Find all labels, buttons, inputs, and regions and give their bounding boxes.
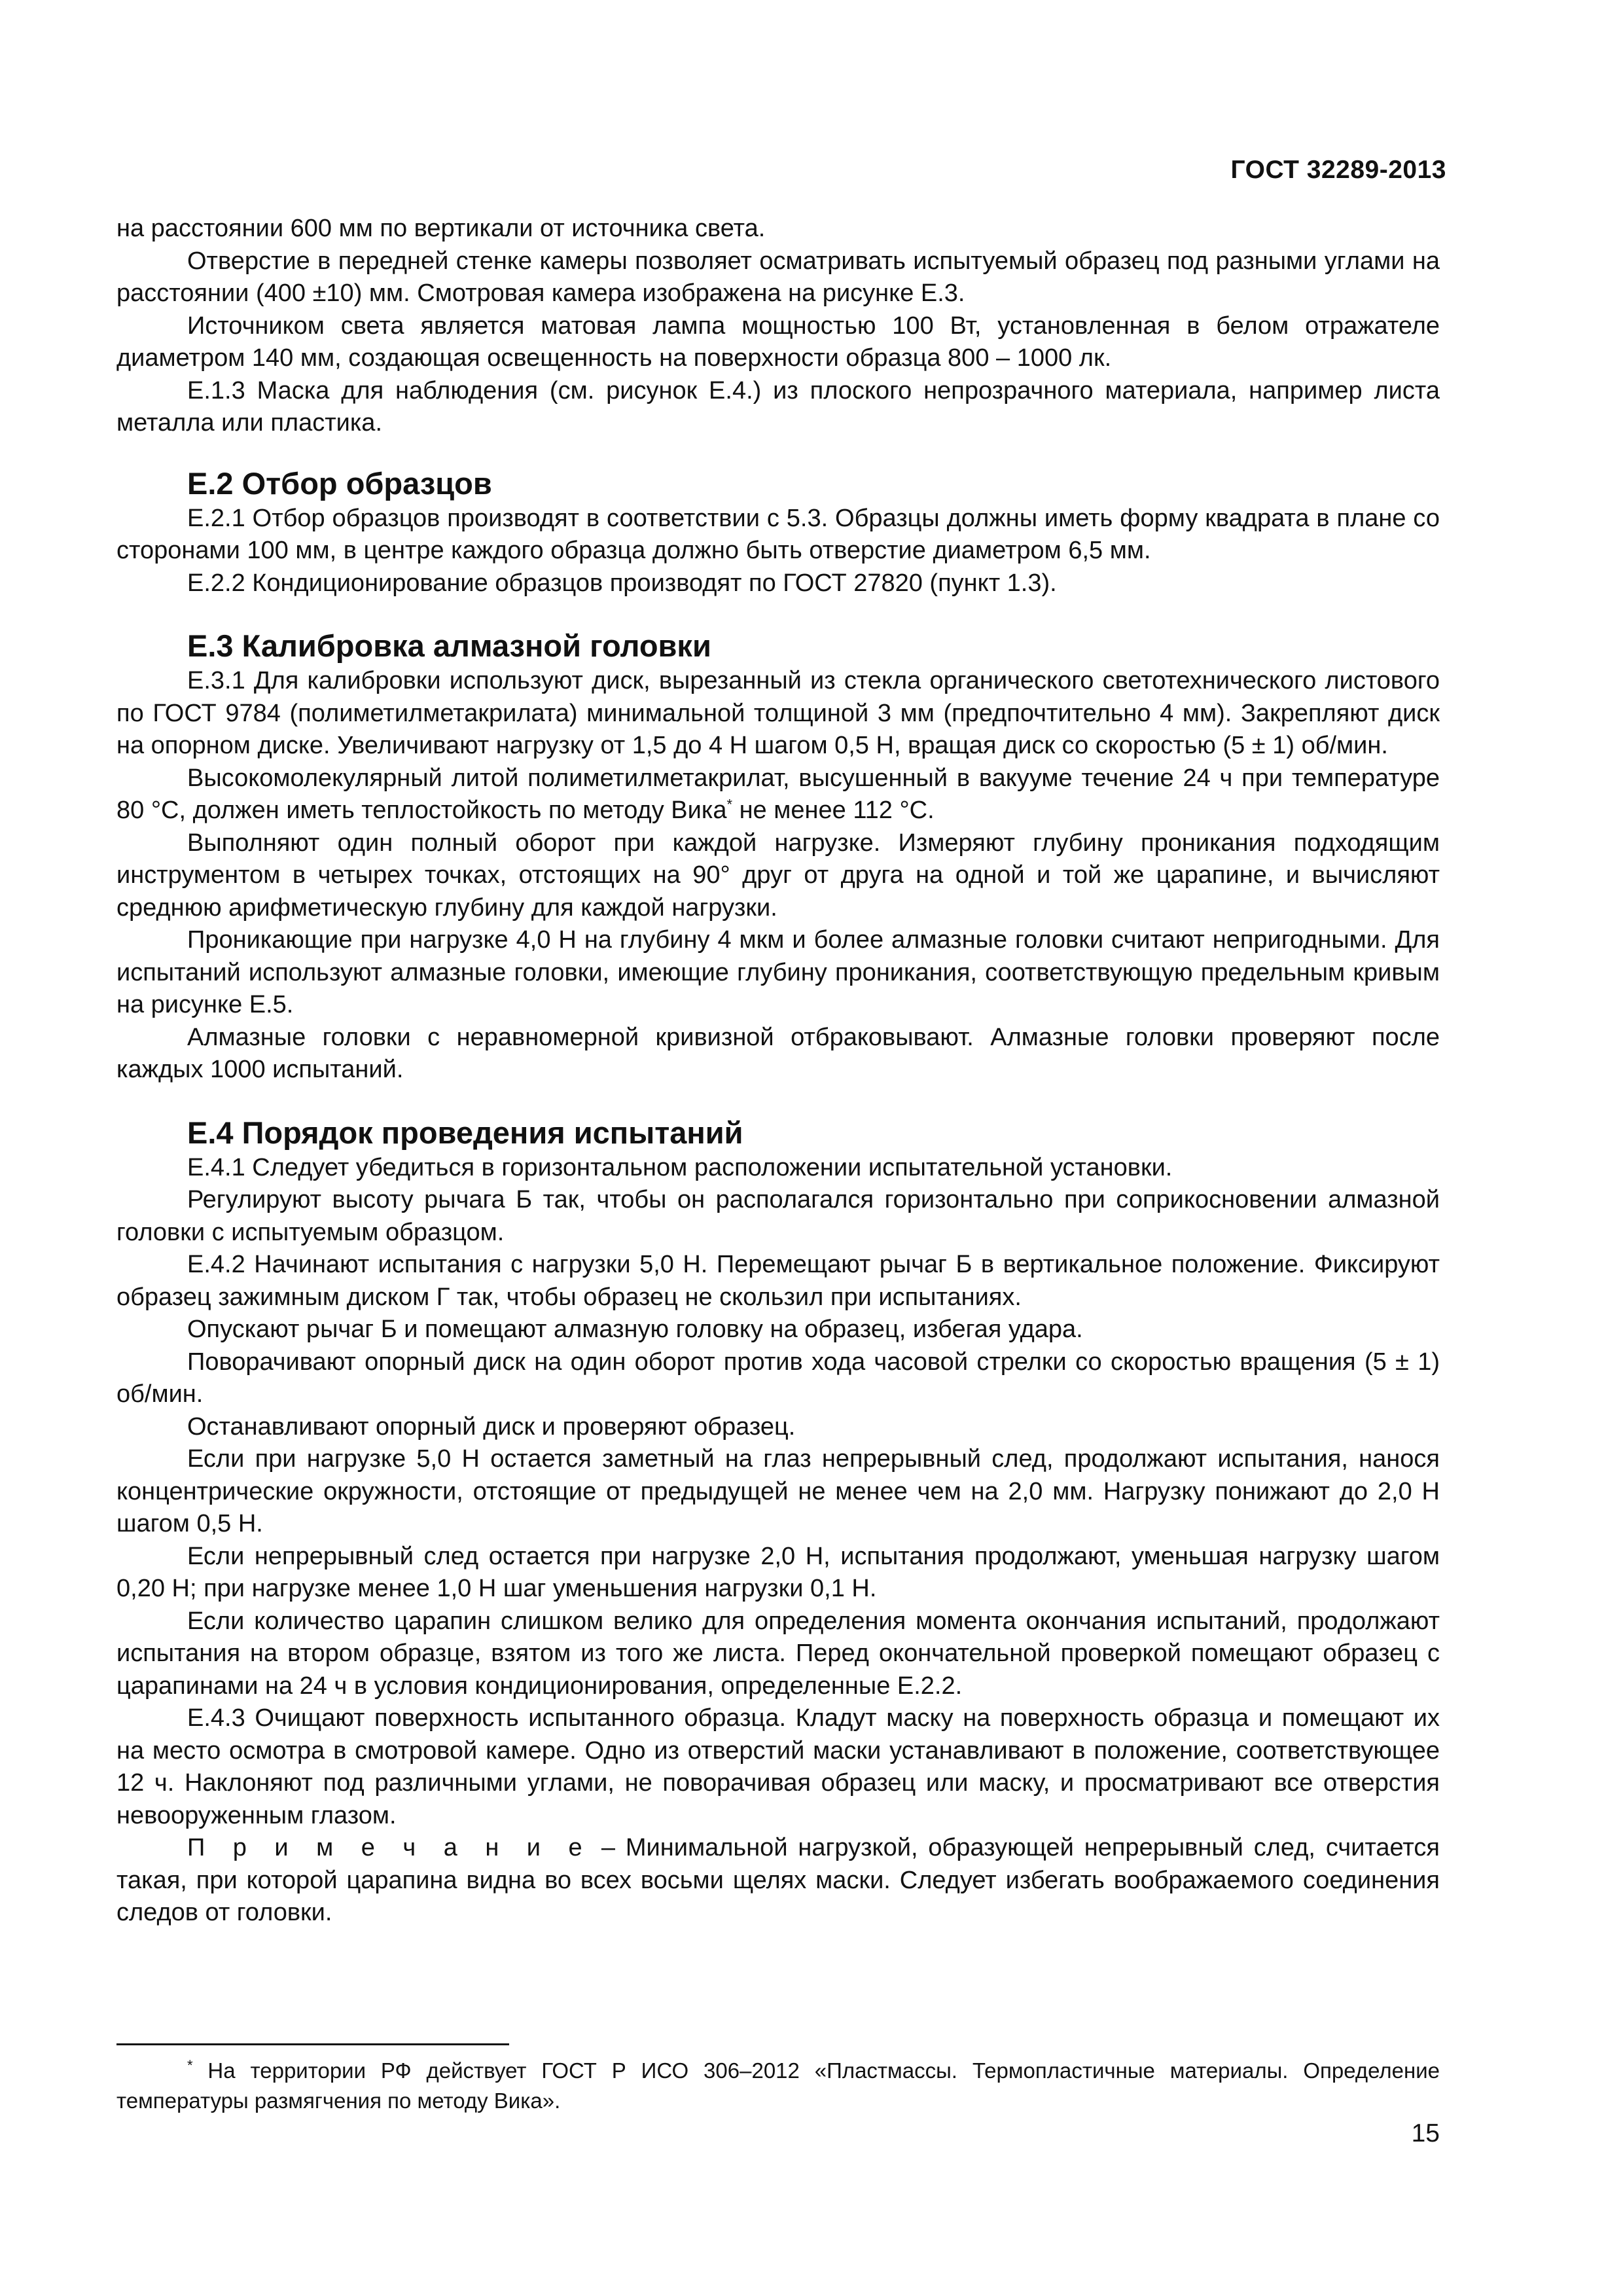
paragraph: Останавливают опорный диск и проверяют образец. [187,1412,796,1441]
footnote-separator [116,2043,509,2045]
paragraph: Алмазные головки с неравномерной кривизной отбраковывают. Алмазные головки проверяют после каждых 1000 испытаний. [116,1023,1440,1083]
footnote-reference: * [726,796,733,813]
paragraph-with-footnote-ref [116,762,1440,827]
paragraph: на расстоянии 600 мм по вертикали от источника света. [116,215,766,242]
footnote [116,2056,1440,2116]
section-heading-e3: Е.3 Калибровка алмазной головки [187,628,711,663]
paragraph: Если при нагрузке 5,0 Н остается заметный на глаз непрерывный след, продолжают испытания, нанося концентрические окружности, отстоящие от предыдущей не менее чем на 2,0 мм. Нагрузку понижают до 2,0 Н шагом 0,5 Н. [116,1445,1440,1537]
paragraph: Источником света является матовая лампа мощностью 100 Вт, установленная в белом отражателе диаметром 140 мм, создающая освещенность на поверхности образца 800 – 1000 лк. [116,312,1440,372]
section-heading-e4: Е.4 Порядок проведения испытаний [187,1115,743,1150]
paragraph: Е.4.3 Очищают поверхность испытанного образца. Кладут маску на поверхность образца и помещают их на место осмотра в смотровой камере. Одно из отверстий маски устанавливают в положение, соответствующее 12 ч. Наклоняют под различными углами, не поворачивая образец или маску, и просматривают все отверстия невооруженным глазом. [116,1704,1440,1829]
paragraph: Е.4.2 Начинают испытания с нагрузки 5,0 Н. Перемещают рычаг Б в вертикальное положение. Фиксируют образец зажимным диском Г так, чтобы образец не скользил при испытаниях. [116,1251,1440,1311]
page-number: 15 [1411,2119,1440,2147]
note-text: – Минимальной нагрузкой, образующей непрерывный след, считается такая, при которой царапина видна во всех восьми щелях маски. Следует избегать воображаемого соединения следов от головки. [116,1834,1440,1926]
paragraph-text: не менее 112 °С. [732,797,935,824]
paragraph: Отверстие в передней стенке камеры позволяет осматривать испытуемый образец под разными углами на расстоянии (400 ±10) мм. Смотровая камера изображена на рисунке Е.3. [116,247,1440,307]
paragraph: Е.4.1 Следует убедиться в горизонтальном расположении испытательной установки. [187,1153,1173,1181]
footnote-body: На территории РФ действует ГОСТ Р ИСО 306–2012 «Пластмассы. Термопластичные материалы. Определение температуры размягчения по методу Вика». [116,2058,1440,2113]
page-body [116,213,1440,1929]
paragraph: Е.3.1 Для калибровки используют диск, вырезанный из стекла органического светотехнического листового по ГОСТ 9784 (полиметилметакрилата) минимальной толщиной 3 мм (предпочтительно 4 мм). Закрепляют диск на опорном диске. Увеличивают нагрузку от 1,5 до 4 Н шагом 0,5 Н, вращая диск со скоростью (5 ± 1) об/мин. [116,667,1440,759]
paragraph: Если непрерывный след остается при нагрузке 2,0 Н, испытания продолжают, уменьшая нагрузку шагом 0,20 Н; при нагрузке менее 1,0 Н шаг уменьшения нагрузки 0,1 Н. [116,1542,1440,1602]
paragraph: Е.2.2 Кондиционирование образцов производят по ГОСТ 27820 (пункт 1.3). [187,569,1057,597]
note-label: П р и м е ч а н и е [187,1834,591,1861]
paragraph: Е.2.1 Отбор образцов производят в соответствии с 5.3. Образцы должны иметь форму квадрата в плане со сторонами 100 мм, в центре каждого образца должно быть отверстие диаметром 6,5 мм. [116,504,1440,564]
paragraph: Е.1.3 Маска для наблюдения (см. рисунок Е.4.) из плоского непрозрачного материала, например листа металла или пластика. [116,376,1440,437]
paragraph: Проникающие при нагрузке 4,0 Н на глубину 4 мкм и более алмазные головки считают непригодными. Для испытаний используют алмазные головки, имеющие глубину проникания, соответствующую предельным кривым на рисунке Е.5. [116,926,1440,1018]
paragraph: Регулируют высоту рычага Б так, чтобы он располагался горизонтально при соприкосновении алмазной головки с испытуемым образцом. [116,1186,1440,1246]
section-heading-e2: Е.2 Отбор образцов [187,465,492,501]
footnote-mark: * [187,2057,193,2073]
footnote-text [116,2056,1440,2116]
paragraph: Опускают рычаг Б и помещают алмазную головку на образец, избегая удара. [187,1316,1083,1343]
paragraph: Выполняют один полный оборот при каждой нагрузке. Измеряют глубину проникания подходящим инструментом в четырех точках, отстоящих на 90° друг от друга на одной и той же царапине, и вычисляют среднюю арифметическую глубину для каждой нагрузки. [116,829,1440,922]
note-paragraph [116,1832,1440,1929]
document-header: ГОСТ 32289-2013 [1230,156,1446,184]
paragraph: Если количество царапин слишком велико для определения момента окончания испытаний, продолжают испытания на втором образце, взятом из того же листа. Перед окончательной проверкой помещают образец с царапинами на 24 ч в условия кондиционирования, определенные Е.2.2. [116,1607,1440,1700]
paragraph-text: Высокомолекулярный литой полиметилметакрилат, высушенный в вакууме течение 24 ч при температуре 80 °С, должен иметь теплостойкость по методу Вика [116,764,1440,824]
paragraph: Поворачивают опорный диск на один оборот против хода часовой стрелки со скоростью вращения (5 ± 1) об/мин. [116,1348,1440,1408]
